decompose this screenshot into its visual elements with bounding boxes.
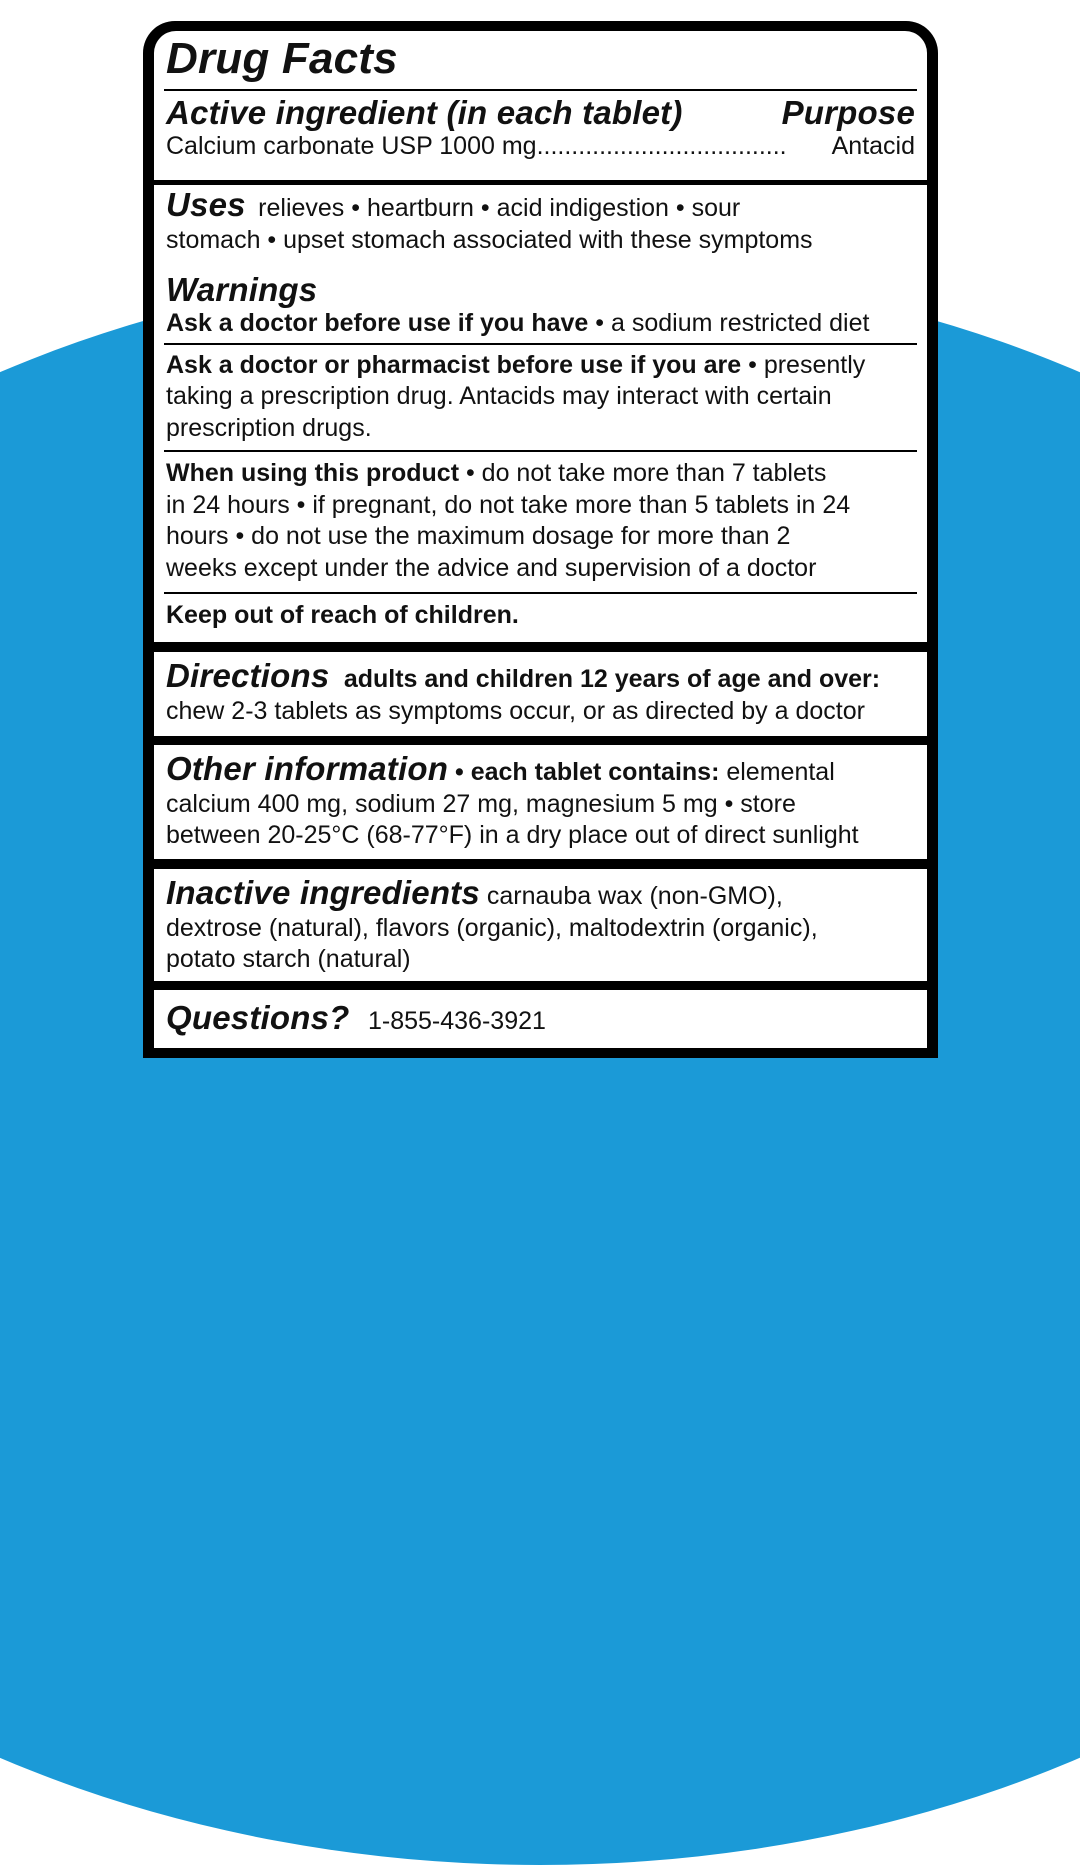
ingredient-name: Calcium carbonate USP 1000 mg xyxy=(166,132,537,160)
divider xyxy=(164,343,917,345)
when-using-line-4: weeks except under the advice and supervision of a doctor xyxy=(166,553,817,582)
uses-panel xyxy=(154,185,927,271)
warnings-panel xyxy=(154,262,927,642)
other-information-text: elemental xyxy=(719,758,835,786)
inactive-ingredients-line-2: dextrose (natural), flavors (organic), maltodextrin (organic), xyxy=(166,913,818,942)
other-information-line-3: between 20-25°C (68-77°F) in a dry place out of direct sunlight xyxy=(166,821,859,849)
uses-line-2: stomach • upset stomach associated with these symptoms xyxy=(166,225,813,254)
other-information-line-2: calcium 400 mg, sodium 27 mg, magnesium 5 mg • store xyxy=(166,789,796,818)
divider xyxy=(164,592,917,594)
ask-pharmacist-label: Ask a doctor or pharmacist before use if you are xyxy=(166,350,742,379)
ask-doctor-text: • a sodium restricted diet xyxy=(588,309,870,337)
drug-facts-title: Drug Facts xyxy=(166,34,398,83)
other-information-label: • each tablet contains: xyxy=(448,758,720,786)
other-information-heading: Other information xyxy=(166,750,449,787)
directions-panel xyxy=(154,652,927,736)
divider xyxy=(164,89,917,91)
purpose-heading: Purpose xyxy=(781,94,915,131)
warnings-heading: Warnings xyxy=(166,271,318,308)
inactive-ingredients-line-3: potato starch (natural) xyxy=(166,945,411,973)
questions-heading: Questions? xyxy=(166,999,350,1036)
when-using-line-3: hours • do not use the maximum dosage for more than 2 xyxy=(166,522,791,550)
uses-heading: Uses xyxy=(166,186,246,223)
active-ingredient-row xyxy=(166,131,915,163)
directions-heading: Directions xyxy=(166,657,330,694)
directions-text: chew 2-3 tablets as symptoms occur, or as directed by a doctor xyxy=(166,696,865,725)
directions-audience: adults and children 12 years of age and over: xyxy=(343,665,881,693)
uses-line-1: relieves • heartburn • acid indigestion • sour xyxy=(258,194,741,222)
ask-pharmacist-line-2: taking a prescription drug. Antacids may interact with certain xyxy=(166,382,832,410)
active-heading-row xyxy=(166,95,915,131)
when-using-line-1 xyxy=(166,458,915,490)
drug-facts-label xyxy=(143,21,938,1058)
active-ingredient-panel xyxy=(154,31,927,180)
questions-panel xyxy=(154,990,927,1048)
when-using-text: • do not take more than 7 tablets xyxy=(459,459,827,487)
inactive-ingredients-heading: Inactive ingredients xyxy=(166,874,480,911)
when-using-line-2: in 24 hours • if pregnant, do not take more than 5 tablets in 24 xyxy=(166,490,851,519)
ask-pharmacist-line-3: prescription drugs. xyxy=(166,413,372,442)
questions-phone[interactable]: 1-855-436-3921 xyxy=(367,1007,546,1035)
ask-doctor-line xyxy=(166,308,915,340)
when-using-label: When using this product xyxy=(166,459,460,487)
leader-dots: .................................... xyxy=(536,132,787,160)
ask-doctor-label: Ask a doctor before use if you have xyxy=(166,309,589,337)
keep-out-of-reach: Keep out of reach of children. xyxy=(166,601,519,629)
ask-pharmacist-text: • presently xyxy=(741,350,866,379)
inactive-ingredients-text: carnauba wax (non-GMO), xyxy=(479,882,783,910)
active-ingredient-heading: Active ingredient (in each tablet) xyxy=(166,94,683,131)
other-information-panel xyxy=(154,745,927,859)
ingredient-purpose: Antacid xyxy=(831,132,915,160)
ask-pharmacist-line-1 xyxy=(166,350,915,382)
divider xyxy=(164,450,917,452)
inactive-ingredients-panel xyxy=(154,869,927,981)
